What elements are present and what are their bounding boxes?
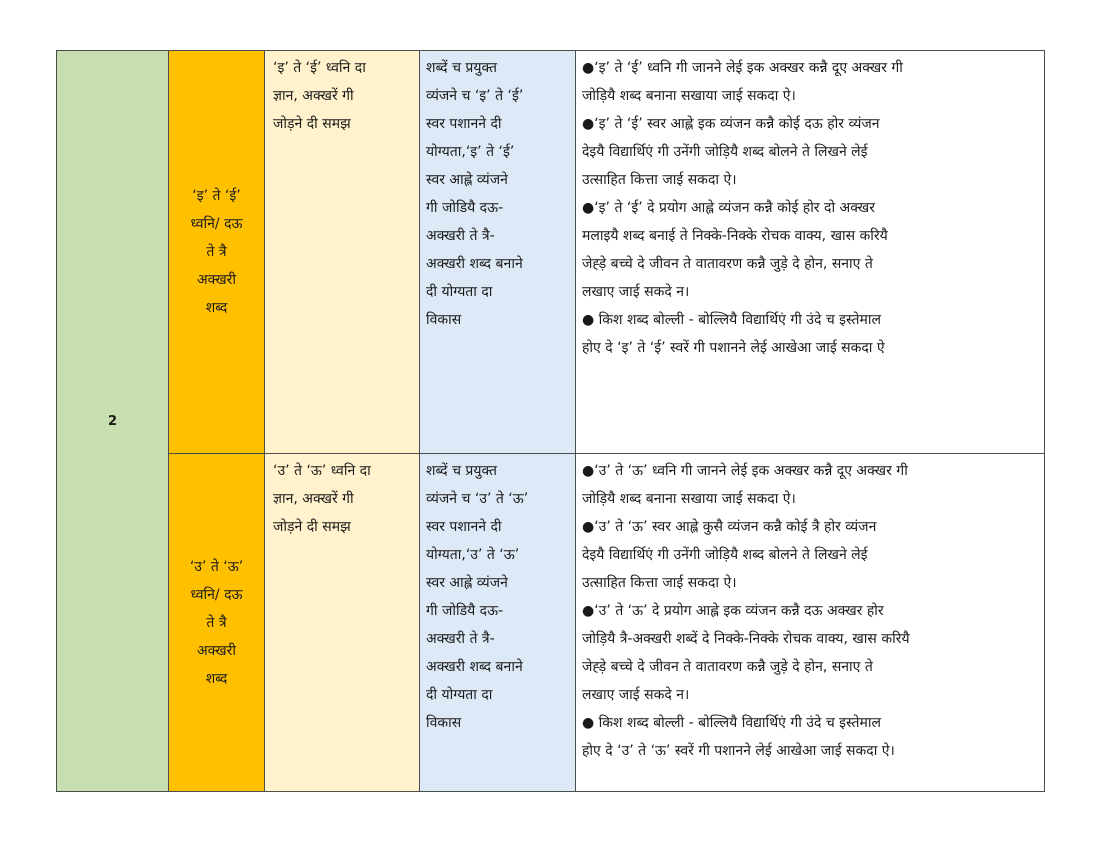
activity-line: जेह्ड़े बच्चे दे जीवन ते वातावरण कन्नै जुड़े दे होन, सनाए ते — [582, 659, 873, 675]
concept-line: जोड़ने दी समझ — [273, 116, 351, 132]
concept-line: ‘उ’ ते ‘ऊ’ ध्वनि दा — [273, 463, 371, 479]
skill-line: अक्खरी शब्द बनाने — [426, 659, 523, 675]
topic-line: ध्वनि/ दऊ — [190, 586, 243, 603]
skill-line: अक्खरी ते त्रै- — [426, 631, 495, 647]
table-row — [57, 454, 1045, 792]
skill-line: विकास — [426, 312, 462, 328]
topic-line: शब्द — [205, 300, 228, 316]
activity-line: ●‘उ’ ते ‘ऊ’ ध्वनि गी जानने लेई इक अक्खर कन्नै दूए अक्खर गी — [582, 463, 908, 479]
activity-line: जोड़ियै शब्द बनाना सखाया जाई सकदा ऐ। — [582, 491, 796, 507]
skill-line: व्यंजने च ‘उ’ ते ‘ऊ’ — [426, 491, 529, 507]
unit-number-cell — [57, 51, 169, 792]
activity-line: ●‘इ’ ते ‘ई’ दे प्रयोग आह्ले व्यंजन कन्नै कोई होर दो अक्खर — [582, 200, 875, 216]
topic-line: अक्खरी — [196, 272, 237, 288]
activity-line: उत्साहित कित्ता जाई सकदा ऐ। — [582, 172, 737, 188]
topic-line: ते त्रै — [206, 244, 227, 260]
skill-line: शब्दें च प्रयुक्त — [426, 60, 497, 76]
concept-line: ‘इ’ ते ‘ई’ ध्वनि दा — [273, 60, 366, 76]
concept-line: ज्ञान, अक्खरें गी — [273, 88, 354, 104]
activity-line: जोड़ियै त्रै-अक्खरी शब्दें दे निक्के-निक्के रोचक वाक्य, खास करियै — [582, 631, 910, 647]
activity-line: जेह्ड़े बच्चे दे जीवन ते वातावरण कन्नै जुड़े दे होन, सनाए ते — [582, 256, 873, 272]
activity-line: ●‘इ’ ते ‘ई’ स्वर आह्ले इक व्यंजन कन्नै कोई दऊ होर व्यंजन — [582, 116, 880, 132]
activity-line: ● किश शब्द बोल्ली - बोल्लियै विद्यार्थिएं गी उंदे च इस्तेमाल — [582, 715, 881, 731]
skill-line: योग्यता,‘इ’ ते ‘ई’ — [426, 144, 515, 160]
skill-line: स्वर पशानने दी — [426, 519, 502, 535]
curriculum-table — [56, 50, 1045, 792]
concept-line: ज्ञान, अक्खरें गी — [273, 491, 354, 507]
skill-line: व्यंजने च ‘इ’ ते ‘ई’ — [426, 88, 524, 104]
concept-line: जोड़ने दी समझ — [273, 519, 351, 535]
activity-line: ●‘उ’ ते ‘ऊ’ स्वर आह्ले कुसै व्यंजन कन्नै कोई त्रै होर व्यंजन — [582, 519, 877, 535]
activity-line: ●‘उ’ ते ‘ऊ’ दे प्रयोग आह्ले इक व्यंजन कन्नै दऊ अक्खर होर — [582, 603, 884, 619]
topic-cell — [169, 51, 265, 454]
activity-line: ● किश शब्द बोल्ली - बोल्लियै विद्यार्थिएं गी उंदे च इस्तेमाल — [582, 312, 881, 328]
activity-cell — [576, 454, 1045, 792]
activity-line: देइयै विद्यार्थिएं गी उनेंगी जोड़ियै शब्द बोलने ते लिखने लेई — [582, 144, 868, 160]
skill-line: योग्यता,‘उ’ ते ‘ऊ’ — [426, 547, 520, 563]
activity-line: मलाइयै शब्द बनाई ते निक्के-निक्के रोचक वाक्य, खास करियै — [582, 228, 888, 244]
topic-line: ‘इ’ ते ‘ई’ — [192, 188, 241, 204]
skill-line: विकास — [426, 715, 462, 731]
topic-line: ‘उ’ ते ‘ऊ’ — [189, 558, 244, 575]
activity-line: ●‘इ’ ते ‘ई’ ध्वनि गी जानने लेई इक अक्खर कन्नै दूए अक्खर गी — [582, 60, 903, 76]
concept-cell — [265, 454, 420, 792]
activity-cell — [576, 51, 1045, 454]
activity-line: होए दे ‘इ’ ते ‘ई’ स्वरें गी पशानने लेई आखेआ जाई सकदा ऐ — [582, 340, 885, 356]
topic-line: ध्वनि/ दऊ — [190, 216, 243, 232]
skill-line: दी योग्यता दा — [426, 284, 493, 300]
activity-line: होए दे ‘उ’ ते ‘ऊ’ स्वरें गी पशानने लेई आखेआ जाई सकदा ऐ। — [582, 743, 895, 759]
topic-cell — [169, 454, 265, 792]
topic-line: शब्द — [205, 670, 228, 687]
activity-line: लखाए जाई सकदे न। — [582, 284, 690, 300]
skill-line: दी योग्यता दा — [426, 687, 493, 703]
skill-line: अक्खरी शब्द बनाने — [426, 256, 523, 272]
skill-line: अक्खरी ते त्रै- — [426, 228, 495, 244]
skill-cell — [420, 454, 576, 792]
activity-line: देइयै विद्यार्थिएं गी उनेंगी जोड़ियै शब्द बोलने ते लिखने लेई — [582, 547, 868, 563]
activity-line: उत्साहित कित्ता जाई सकदा ऐ। — [582, 575, 737, 591]
skill-line: गी जोडियै दऊ- — [426, 603, 504, 619]
skill-cell — [420, 51, 576, 454]
skill-line: स्वर आह्ले व्यंजने — [426, 575, 508, 591]
topic-line: अक्खरी — [196, 642, 237, 659]
table-row — [57, 51, 1045, 454]
skill-line: स्वर पशानने दी — [426, 116, 502, 132]
unit-number: 2 — [107, 413, 118, 429]
skill-line: गी जोडियै दऊ- — [426, 200, 504, 216]
activity-line: जोड़ियै शब्द बनाना सखाया जाई सकदा ऐ। — [582, 88, 796, 104]
activity-line: लखाए जाई सकदे न। — [582, 687, 690, 703]
topic-line: ते त्रै — [206, 614, 227, 631]
skill-line: शब्दें च प्रयुक्त — [426, 463, 497, 479]
concept-cell — [265, 51, 420, 454]
skill-line: स्वर आह्ले व्यंजने — [426, 172, 508, 188]
